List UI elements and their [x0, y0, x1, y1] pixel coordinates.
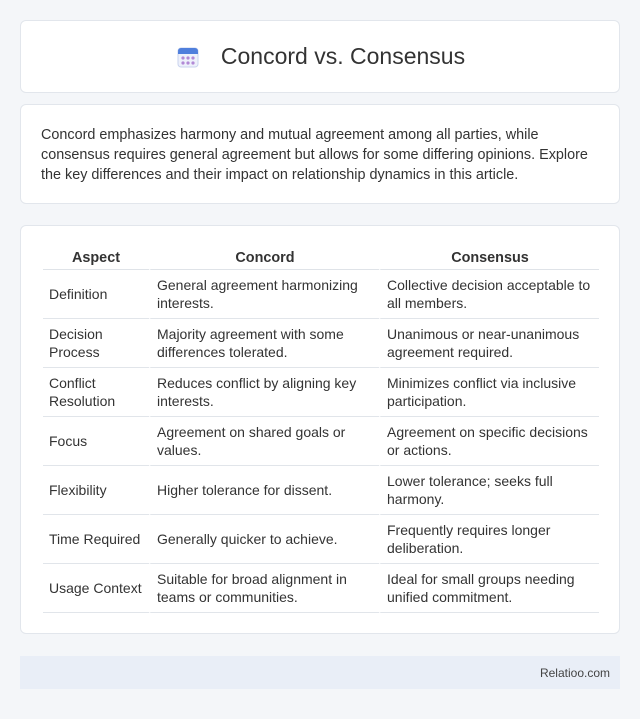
- table-row: [43, 515, 599, 564]
- row-aspect: Focus: [43, 417, 149, 466]
- row-aspect: Conflict Resolution: [43, 368, 149, 417]
- footer: [20, 656, 620, 689]
- row-aspect: Time Required: [43, 515, 149, 564]
- row-concord: Suitable for broad alignment in teams or communities.: [149, 564, 379, 613]
- footer-site-link[interactable]: Relatioo.com: [539, 665, 610, 680]
- row-aspect: Decision Process: [43, 319, 149, 368]
- row-consensus: Agreement on specific decisions or actions.: [379, 417, 599, 466]
- row-concord: Higher tolerance for dissent.: [149, 466, 379, 515]
- comparison-table: [43, 246, 599, 613]
- title-wrap: [175, 43, 465, 70]
- row-concord: Agreement on shared goals or values.: [149, 417, 379, 466]
- row-concord: Generally quicker to achieve.: [149, 515, 379, 564]
- table-row: [43, 417, 599, 466]
- table-row: [43, 564, 599, 613]
- row-aspect: Flexibility: [43, 466, 149, 515]
- comparison-card: [20, 225, 620, 634]
- row-consensus: Ideal for small groups needing unified commitment.: [379, 564, 599, 613]
- table-row: [43, 319, 599, 368]
- row-aspect: Definition: [43, 270, 149, 319]
- row-consensus: Collective decision acceptable to all members.: [379, 270, 599, 319]
- header-concord: Concord: [149, 246, 379, 270]
- row-concord: Reduces conflict by aligning key interests.: [149, 368, 379, 417]
- table-row: [43, 270, 599, 319]
- row-concord: Majority agreement with some differences tolerated.: [149, 319, 379, 368]
- intro-paragraph: Concord emphasizes harmony and mutual agreement among all parties, while consensus requires general agreement but allows for some differing opinions. Explore the key differences and their impact on relationship dynamics in this article.: [41, 127, 588, 183]
- row-aspect: Usage Context: [43, 564, 149, 613]
- row-consensus: Frequently requires longer deliberation.: [379, 515, 599, 564]
- title-card: [20, 20, 620, 93]
- intro-card: [20, 104, 620, 204]
- page-title: Concord vs. Consensus: [220, 43, 466, 69]
- header-consensus: Consensus: [379, 246, 599, 270]
- calendar-icon: [175, 44, 201, 70]
- row-consensus: Lower tolerance; seeks full harmony.: [379, 466, 599, 515]
- row-concord: General agreement harmonizing interests.: [149, 270, 379, 319]
- table-row: [43, 466, 599, 515]
- table-row: [43, 368, 599, 417]
- table-header-row: [43, 246, 599, 270]
- row-consensus: Unanimous or near-unanimous agreement required.: [379, 319, 599, 368]
- header-aspect: Aspect: [43, 246, 149, 270]
- row-consensus: Minimizes conflict via inclusive participation.: [379, 368, 599, 417]
